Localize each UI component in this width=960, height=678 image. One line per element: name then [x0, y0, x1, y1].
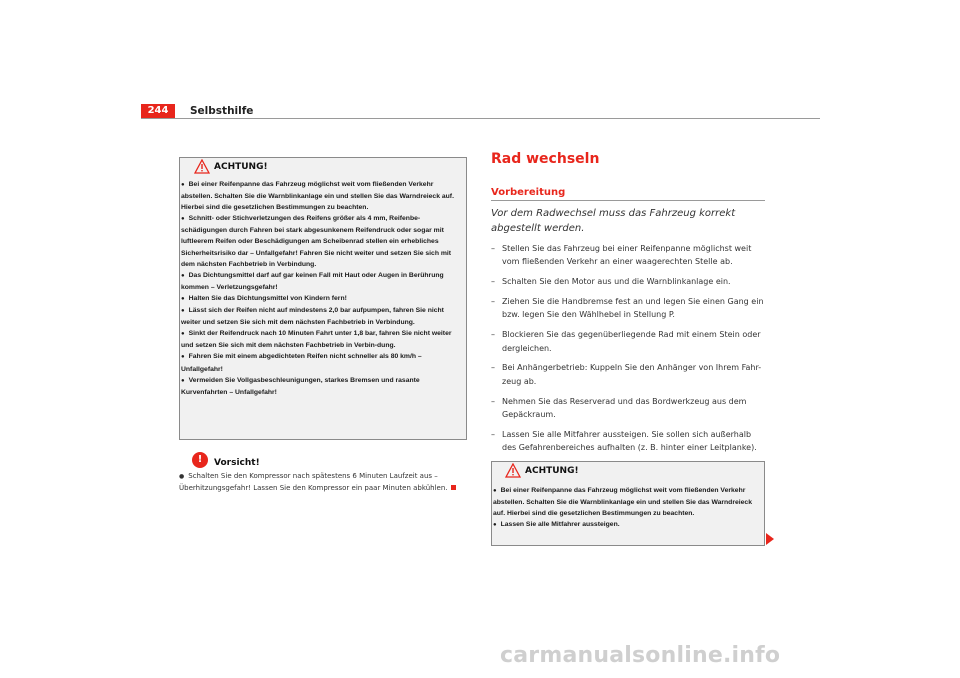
warning-list-left	[181, 179, 465, 398]
step-item: – Stellen Sie das Fahrzeug bei einer Reifenpanne möglichst weit vom fließenden Verkehr an einer waagerechten Stelle ab.	[491, 244, 752, 267]
warning-heading-left	[194, 159, 268, 174]
warning-item: ● Bei einer Reifenpanne das Fahrzeug möglichst weit vom fließenden Verkehr abstellen. Schalten Sie die Warnblinkanlage ein und stellen Sie das Warndreieck auf. Hierbei sind die gesetzlichen Bestimmungen zu beachten.	[493, 487, 752, 518]
warning-triangle-icon	[194, 159, 210, 174]
warning-heading-right	[505, 463, 579, 478]
step-item: – Nehmen Sie das Reserverad und das Bordwerkzeug aus dem Gepäckraum.	[491, 396, 747, 419]
bullet-icon: ●	[181, 377, 185, 384]
step-item: – Ziehen Sie die Handbremse fest an und legen Sie einen Gang ein bzw. legen Sie den Wählhebel in Stellung P.	[491, 297, 764, 320]
step-item: – Blockieren Sie das gegenüberliegende Rad mit einem Stein oder dergleichen.	[491, 330, 761, 353]
page-number: 244	[141, 104, 175, 118]
warning-item: ● Vermeiden Sie Vollgasbeschleunigungen, starkes Bremsen und rasante Kurvenfahrten – Unfallgefahr!	[181, 376, 420, 396]
bullet-icon: ●	[181, 216, 185, 223]
header-divider	[141, 118, 820, 119]
warning-title-right: ACHTUNG!	[525, 465, 579, 476]
bullet-icon: ●	[181, 308, 185, 315]
caution-text: ● Schalten Sie den Kompressor nach spätestens 6 Minuten Laufzeit aus – Überhitzungsgefahr! Lassen Sie den Kompressor ein paar Minuten abkühlen.	[179, 471, 469, 494]
bullet-icon: ●	[493, 488, 497, 494]
bullet-icon: ●	[181, 182, 185, 188]
caution-title: Vorsicht!	[214, 458, 260, 468]
bullet-icon: ●	[181, 272, 185, 279]
step-item: – Lassen Sie alle Mitfahrer aussteigen. Sie sollen sich außerhalb des Gefahrenbereiches aufhalten (z. B. hinter einer Leitplanke).	[491, 429, 757, 453]
continue-arrow-icon[interactable]	[766, 533, 774, 545]
warning-item: ● Lässt sich der Reifen nicht auf mindestens 2,0 bar aufpumpen, fahren Sie nicht weiter und setzen Sie sich mit dem nächsten Fachbetrieb in Verbindung.	[181, 307, 444, 327]
warning-title-left: ACHTUNG!	[214, 161, 268, 172]
bullet-icon: ●	[181, 295, 185, 302]
exclamation-circle-icon: !	[192, 452, 208, 468]
end-marker-icon	[451, 485, 456, 490]
warning-list-right	[493, 485, 763, 531]
intro-text: Vor dem Radwechsel muss das Fahrzeug korrekt abgestellt werden.	[491, 208, 736, 234]
warning-item: ● Lassen Sie alle Mitfahrer aussteigen.	[493, 521, 620, 529]
subsection-divider	[491, 200, 765, 201]
page-header-title: Selbsthilfe	[190, 105, 254, 117]
bullet-icon: ●	[179, 473, 185, 480]
subsection-title: Vorbereitung	[491, 187, 566, 198]
bullet-icon: ●	[493, 522, 497, 529]
bullet-icon: ●	[181, 354, 185, 361]
step-list	[491, 242, 767, 461]
section-title: Rad wechseln	[491, 151, 600, 167]
caution-heading	[192, 452, 260, 468]
warning-item: ● Fahren Sie mit einem abgedichteten Reifen nicht schneller als 80 km/h – Unfallgefahr!	[181, 353, 422, 373]
warning-item: ● Halten Sie das Dichtungsmittel von Kindern fern!	[181, 294, 347, 302]
watermark: carmanualsonline.info	[500, 643, 781, 668]
step-item: – Bei Anhängerbetrieb: Kuppeln Sie den Anhänger von Ihrem Fahr-zeug ab.	[491, 363, 762, 386]
warning-item: ● Sinkt der Reifendruck nach 10 Minuten Fahrt unter 1,8 bar, fahren Sie nicht weiter und setzen Sie sich mit dem nächsten Fachbetrieb in Verbin-dung.	[181, 330, 452, 350]
warning-item: ● Schnitt- oder Stichverletzungen des Reifens größer als 4 mm, Reifenbe-schädigungen durch Fahren bei stark abgesunkenem Reifendruck oder sogar mit luftleerem Reifen oder Beschädigungen am Scheibenrad stellen ein erhebliches Sicherheitsrisiko dar – Unfallgefahr! Fahren Sie nicht weiter und setzen Sie sich mit dem nächsten Fachbetrieb in Verbindung.	[181, 215, 452, 268]
step-item: – Schalten Sie den Motor aus und die Warnblinkanlage ein.	[491, 277, 731, 287]
warning-item: ● Das Dichtungsmittel darf auf gar keinen Fall mit Haut oder Augen in Berührung kommen – Verletzungsgefahr!	[181, 271, 444, 291]
warning-triangle-icon	[505, 463, 521, 478]
warning-item: ● Bei einer Reifenpanne das Fahrzeug möglichst weit vom fließenden Verkehr abstellen. Schalten Sie die Warnblinkanlage ein und stellen Sie das Warndreieck auf. Hierbei sind die gesetzlichen Bestimmungen zu beachten.	[181, 181, 454, 212]
bullet-icon: ●	[181, 331, 185, 338]
